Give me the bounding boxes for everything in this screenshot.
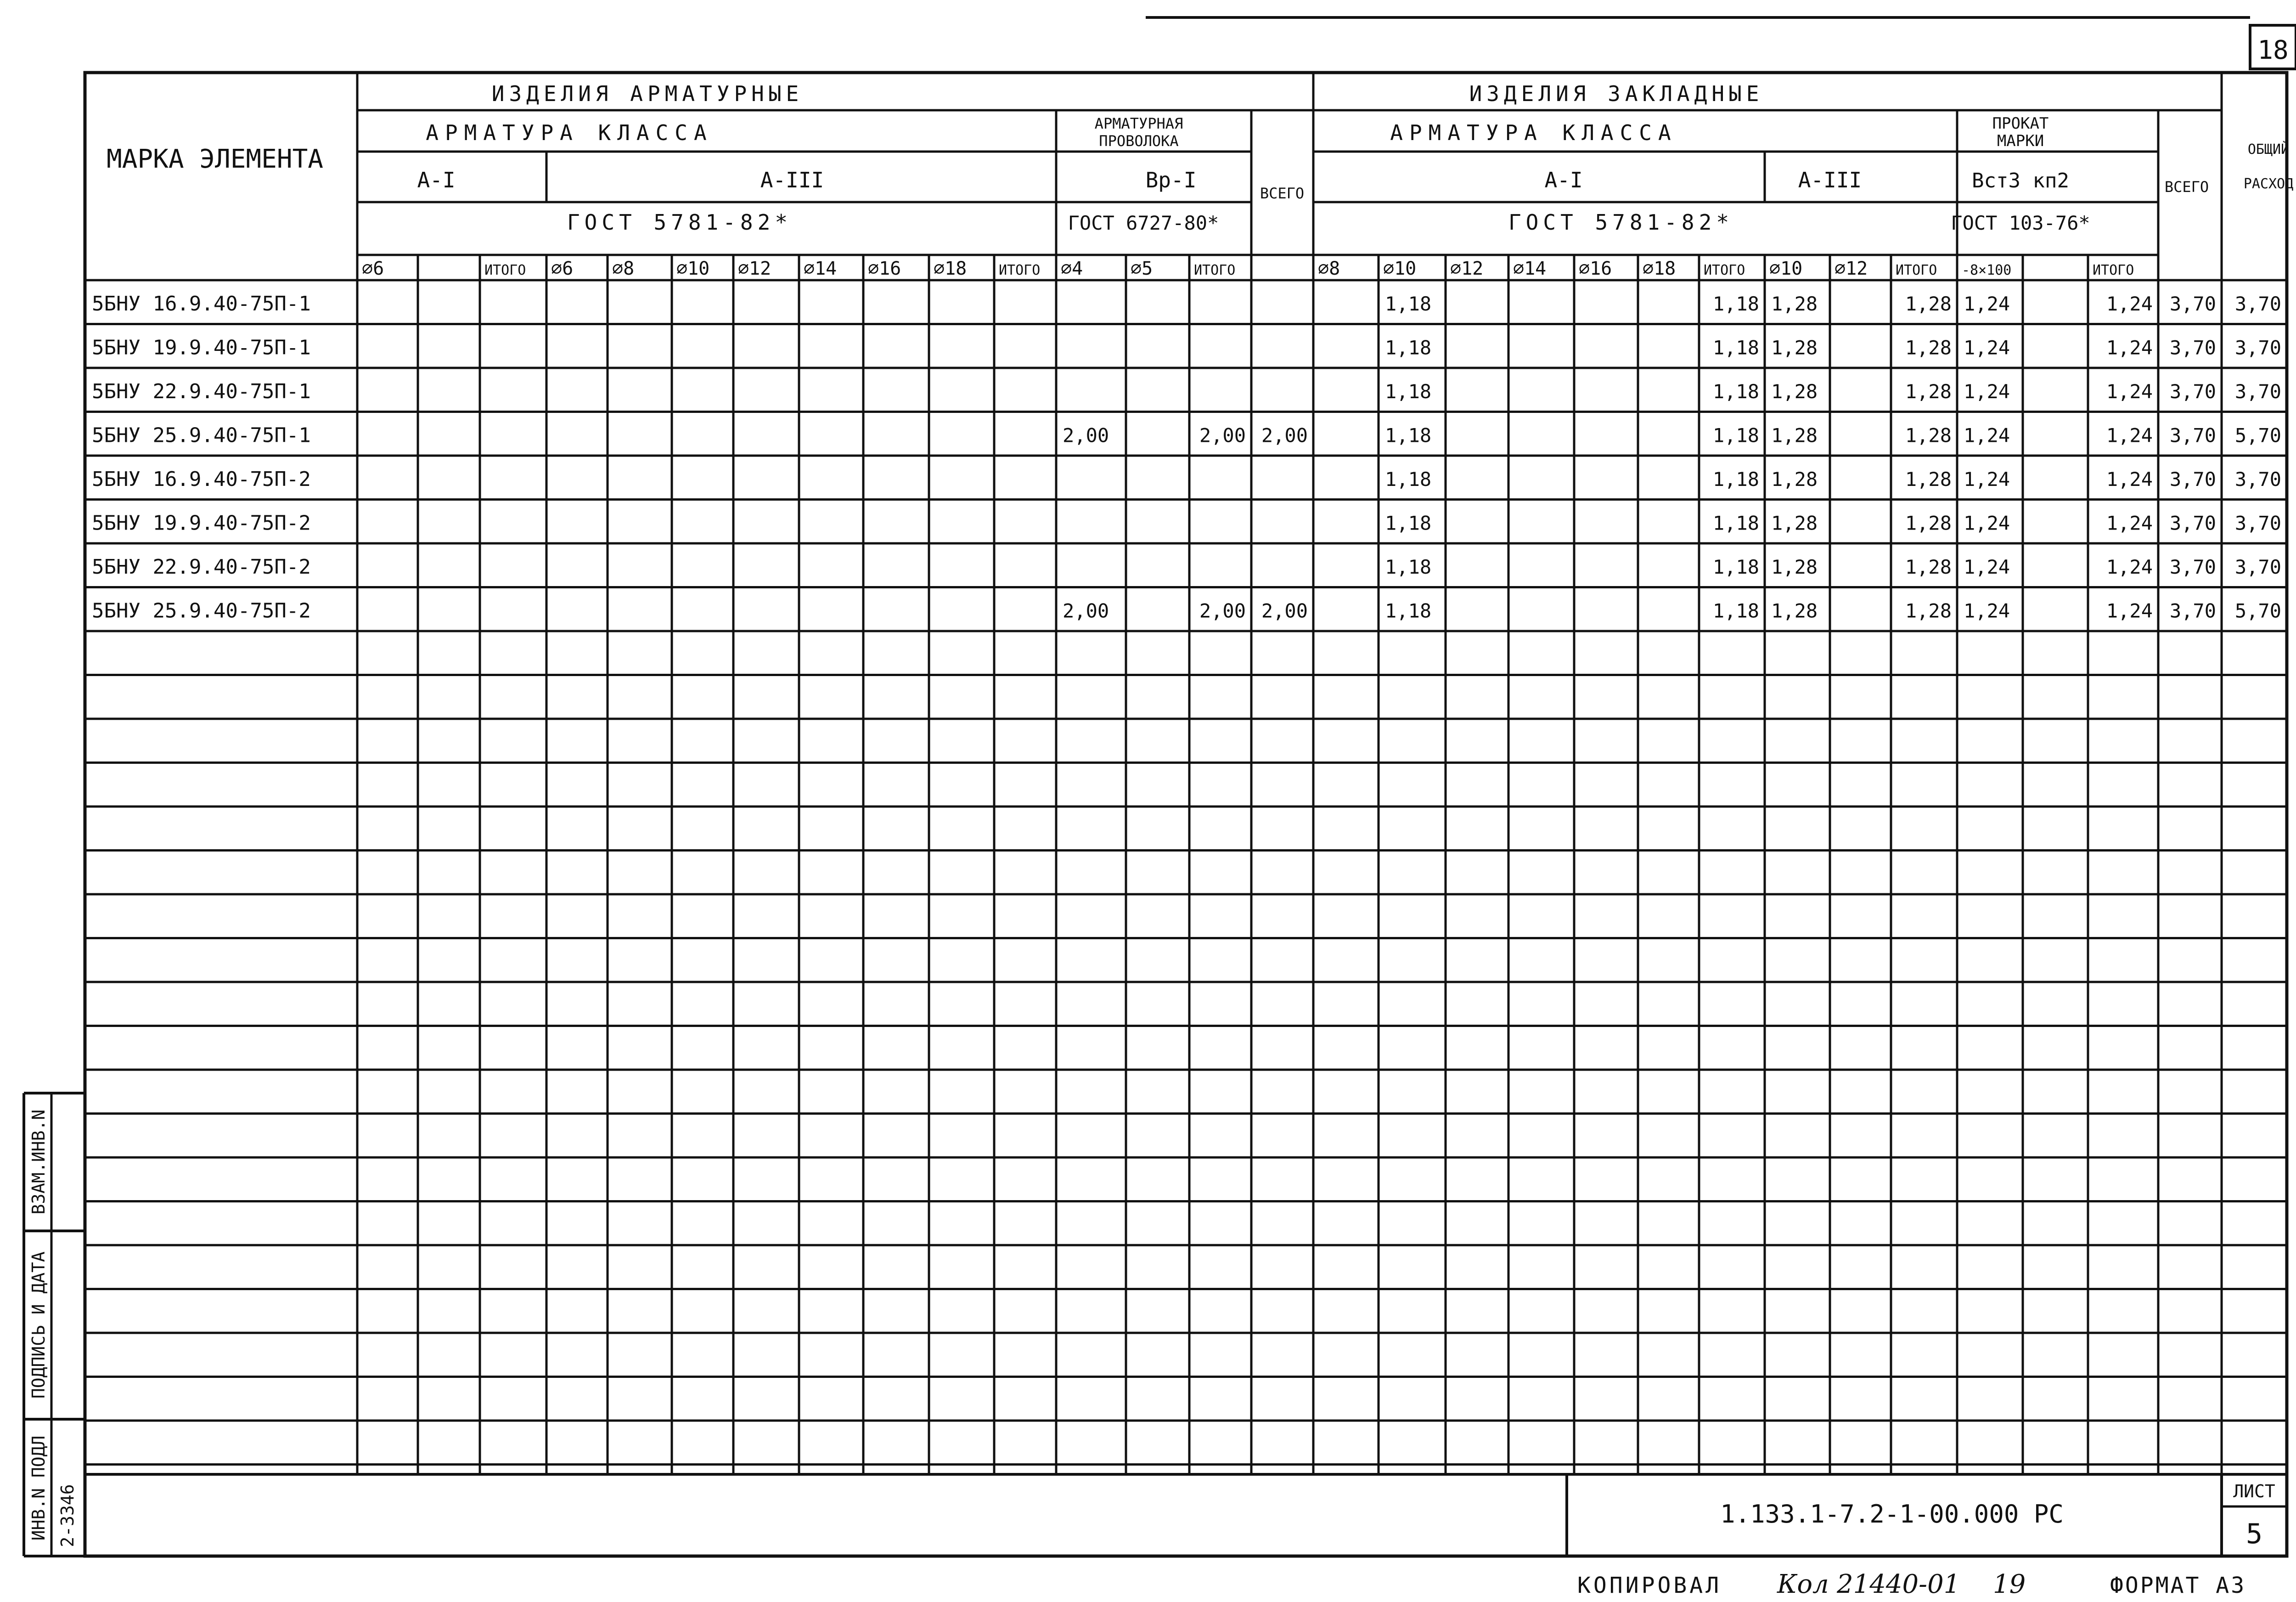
table-cell: 1,24 bbox=[2106, 468, 2153, 491]
table-header bbox=[107, 81, 2293, 235]
row-element-mark: 5БНУ 19.9.40-75П-2 bbox=[92, 511, 311, 535]
table-cell: 3,70 bbox=[2169, 599, 2216, 622]
table-cell: 3,70 bbox=[2169, 556, 2216, 578]
document-code: 1.133.1-7.2-1-00.000 РС bbox=[1720, 1500, 2064, 1529]
table-cell: 2,00 bbox=[1261, 424, 1308, 447]
row-element-mark: 5БНУ 22.9.40-75П-2 bbox=[92, 555, 311, 579]
footer-copied-label: КОПИРОВАЛ bbox=[1577, 1573, 1722, 1598]
table-cell: 3,70 bbox=[2169, 293, 2216, 315]
side-stamp bbox=[24, 1093, 85, 1556]
table-cell: 1,18 bbox=[1712, 424, 1759, 447]
column-header: -8×100 bbox=[1962, 262, 2012, 278]
header-rebar-class-right: АРМАТУРА КЛАССА bbox=[1390, 120, 1677, 145]
header-element-mark: МАРКА ЭЛЕМЕНТА bbox=[106, 144, 324, 174]
table-cell: 1,24 bbox=[1964, 380, 2010, 403]
table-cell: 2,00 bbox=[1199, 599, 1246, 622]
table-cell: 1,24 bbox=[2106, 424, 2153, 447]
table-cell: 2,00 bbox=[1199, 424, 1246, 447]
column-header: ∅4 bbox=[1061, 258, 1083, 279]
column-headers bbox=[362, 258, 2134, 279]
table-cell: 1,28 bbox=[1905, 599, 1952, 622]
column-header: ∅8 bbox=[1318, 258, 1340, 279]
header-rebar-wire-2: ПРОВОЛОКА bbox=[1099, 132, 1179, 150]
table-cell: 3,70 bbox=[2169, 336, 2216, 359]
page-number: 18 bbox=[2257, 35, 2289, 65]
table-grid bbox=[85, 73, 2290, 1474]
column-header: ИТОГО bbox=[1194, 262, 1236, 278]
table-cell: 1,18 bbox=[1385, 424, 1432, 447]
stamp-inv-number: 2-3346 bbox=[57, 1484, 78, 1547]
table-cell: 1,28 bbox=[1905, 512, 1952, 535]
table-cell: 1,18 bbox=[1712, 512, 1759, 535]
header-gost-rebar-right: ГОСТ 5781-82* bbox=[1508, 210, 1734, 235]
column-header: ИТОГО bbox=[484, 262, 526, 278]
table-cell: 3,70 bbox=[2234, 468, 2281, 491]
stamp-sign-date: ПОДПИСЬ И ДАТА bbox=[28, 1251, 49, 1399]
column-header: ИТОГО bbox=[999, 262, 1041, 278]
table-cell: 1,18 bbox=[1712, 599, 1759, 622]
footer-order-suffix: 19 bbox=[1993, 1569, 2026, 1599]
header-gost-wire: ГОСТ 6727-80* bbox=[1068, 212, 1219, 234]
table-cell: 3,70 bbox=[2234, 380, 2281, 403]
table-cell: 2,00 bbox=[1063, 599, 1109, 622]
table-cell: 1,28 bbox=[1905, 293, 1952, 315]
title-block bbox=[85, 1474, 2287, 1556]
column-header: ∅8 bbox=[612, 258, 635, 279]
table-cell: 1,28 bbox=[1905, 424, 1952, 447]
table-cell: 1,28 bbox=[1905, 380, 1952, 403]
table-cell: 1,24 bbox=[2106, 380, 2153, 403]
header-class-a1-left: А-I bbox=[417, 168, 456, 192]
table-cell: 3,70 bbox=[2234, 293, 2281, 315]
table-cell: 3,70 bbox=[2169, 424, 2216, 447]
column-header: ∅12 bbox=[738, 258, 771, 279]
table-cell: 1,18 bbox=[1712, 556, 1759, 578]
table-cell: 1,18 bbox=[1385, 512, 1432, 535]
column-header: ∅14 bbox=[1513, 258, 1547, 279]
table-cell: 1,18 bbox=[1385, 336, 1432, 359]
table-cell: 1,18 bbox=[1712, 293, 1759, 315]
table-cell: 5,70 bbox=[2234, 599, 2281, 622]
column-header: ∅10 bbox=[1383, 258, 1417, 279]
column-header: ∅14 bbox=[804, 258, 837, 279]
table-cell: 1,28 bbox=[1905, 556, 1952, 578]
header-rebar-wire-1: АРМАТУРНАЯ bbox=[1094, 115, 1183, 132]
footer-order-number: 21440-01 bbox=[1837, 1569, 1960, 1599]
table-cell: 1,24 bbox=[2106, 336, 2153, 359]
table-cell: 1,18 bbox=[1385, 380, 1432, 403]
table-cell: 3,70 bbox=[2234, 512, 2281, 535]
column-header: ∅18 bbox=[934, 258, 967, 279]
row-element-mark: 5БНУ 25.9.40-75П-2 bbox=[92, 599, 311, 623]
header-rebar-class-left: АРМАТУРА КЛАССА bbox=[426, 120, 713, 145]
column-header: ∅12 bbox=[1835, 258, 1868, 279]
table-cell: 1,18 bbox=[1712, 380, 1759, 403]
table-cell: 1,24 bbox=[1964, 293, 2010, 315]
column-header: ∅18 bbox=[1643, 258, 1676, 279]
table-cell: 1,28 bbox=[1905, 336, 1952, 359]
table-cell: 1,18 bbox=[1385, 293, 1432, 315]
row-element-mark: 5БНУ 22.9.40-75П-1 bbox=[92, 380, 311, 403]
stamp-inv-orig: ИНВ.N ПОДЛ bbox=[28, 1435, 49, 1541]
table-cell: 1,28 bbox=[1771, 424, 1818, 447]
column-header: ИТОГО bbox=[2093, 262, 2134, 278]
table-rows bbox=[92, 292, 2281, 623]
table-cell: 1,18 bbox=[1385, 556, 1432, 578]
sheet-number: 5 bbox=[2245, 1518, 2263, 1550]
table-cell: 1,24 bbox=[1964, 556, 2010, 578]
header-class-a1-right: А-I bbox=[1544, 168, 1583, 192]
table-cell: 1,24 bbox=[2106, 512, 2153, 535]
header-overall-2: РАСХОД bbox=[2243, 176, 2294, 192]
column-header: ИТОГО bbox=[1704, 262, 1745, 278]
header-class-a3-left: А-III bbox=[760, 168, 824, 192]
table-cell: 3,70 bbox=[2169, 380, 2216, 403]
header-overall-1: ОБЩИЙ bbox=[2247, 141, 2290, 158]
header-reinforcing-products: ИЗДЕЛИЯ АРМАТУРНЫЕ bbox=[491, 81, 804, 106]
table-cell: 1,28 bbox=[1771, 599, 1818, 622]
column-header: ∅5 bbox=[1131, 258, 1153, 279]
table-cell: 1,28 bbox=[1771, 468, 1818, 491]
column-header: ∅10 bbox=[676, 258, 710, 279]
table-cell: 2,00 bbox=[1261, 599, 1308, 622]
table-cell: 1,24 bbox=[1964, 599, 2010, 622]
table-cell: 3,70 bbox=[2169, 512, 2216, 535]
row-element-mark: 5БНУ 25.9.40-75П-1 bbox=[92, 423, 311, 447]
row-element-mark: 5БНУ 19.9.40-75П-1 bbox=[92, 336, 311, 360]
header-total-right: ВСЕГО bbox=[2164, 178, 2209, 196]
table-cell: 1,28 bbox=[1905, 468, 1952, 491]
table-cell: 1,18 bbox=[1385, 599, 1432, 622]
sheet-label: ЛИСТ bbox=[2233, 1481, 2275, 1501]
header-gost-rolled: ГОСТ 103-76* bbox=[1951, 212, 2090, 234]
stamp-vzam-inv: ВЗАМ.ИНВ.N bbox=[28, 1109, 49, 1215]
table-cell: 3,70 bbox=[2169, 468, 2216, 491]
column-header: ИТОГО bbox=[1896, 262, 1937, 278]
table-cell: 3,70 bbox=[2234, 556, 2281, 578]
footer-signature: Кол bbox=[1777, 1569, 1829, 1599]
row-element-mark: 5БНУ 16.9.40-75П-2 bbox=[92, 468, 311, 491]
header-class-a3-right: А-III bbox=[1798, 168, 1862, 192]
header-steel-grade: Вст3 кп2 bbox=[1972, 169, 2069, 192]
column-header: ∅16 bbox=[1579, 258, 1612, 279]
table-cell: 5,70 bbox=[2234, 424, 2281, 447]
table-cell: 1,28 bbox=[1771, 556, 1818, 578]
table-cell: 1,28 bbox=[1771, 293, 1818, 315]
table-cell: 1,24 bbox=[1964, 336, 2010, 359]
header-rolled-steel-2: МАРКИ bbox=[1997, 132, 2044, 150]
footer-format-label: ФОРМАТ А3 bbox=[2110, 1573, 2246, 1598]
footer bbox=[1577, 1569, 2246, 1599]
table-cell: 1,18 bbox=[1385, 468, 1432, 491]
table-cell: 1,18 bbox=[1712, 468, 1759, 491]
table-cell: 1,28 bbox=[1771, 336, 1818, 359]
table-cell: 3,70 bbox=[2234, 336, 2281, 359]
header-embedded-products: ИЗДЕЛИЯ ЗАКЛАДНЫЕ bbox=[1469, 81, 1764, 106]
column-header: ∅6 bbox=[551, 258, 574, 279]
column-header: ∅6 bbox=[362, 258, 384, 279]
header-total-left: ВСЕГО bbox=[1260, 185, 1305, 202]
header-class-vr1: Вр-I bbox=[1145, 168, 1197, 192]
table-cell: 2,00 bbox=[1063, 424, 1109, 447]
table-cell: 1,24 bbox=[2106, 556, 2153, 578]
table-cell: 1,24 bbox=[1964, 512, 2010, 535]
column-header: ∅16 bbox=[868, 258, 901, 279]
header-gost-rebar-left: ГОСТ 5781-82* bbox=[567, 210, 793, 235]
table-cell: 1,24 bbox=[2106, 599, 2153, 622]
table-cell: 1,28 bbox=[1771, 380, 1818, 403]
table-cell: 1,24 bbox=[1964, 424, 2010, 447]
table-cell: 1,28 bbox=[1771, 512, 1818, 535]
table-cell: 1,18 bbox=[1712, 336, 1759, 359]
header-rolled-steel-1: ПРОКАТ bbox=[1992, 114, 2049, 133]
column-header: ∅10 bbox=[1769, 258, 1803, 279]
column-header: ∅12 bbox=[1450, 258, 1484, 279]
table-cell: 1,24 bbox=[2106, 293, 2153, 315]
table-cell: 1,24 bbox=[1964, 468, 2010, 491]
row-element-mark: 5БНУ 16.9.40-75П-1 bbox=[92, 292, 311, 316]
